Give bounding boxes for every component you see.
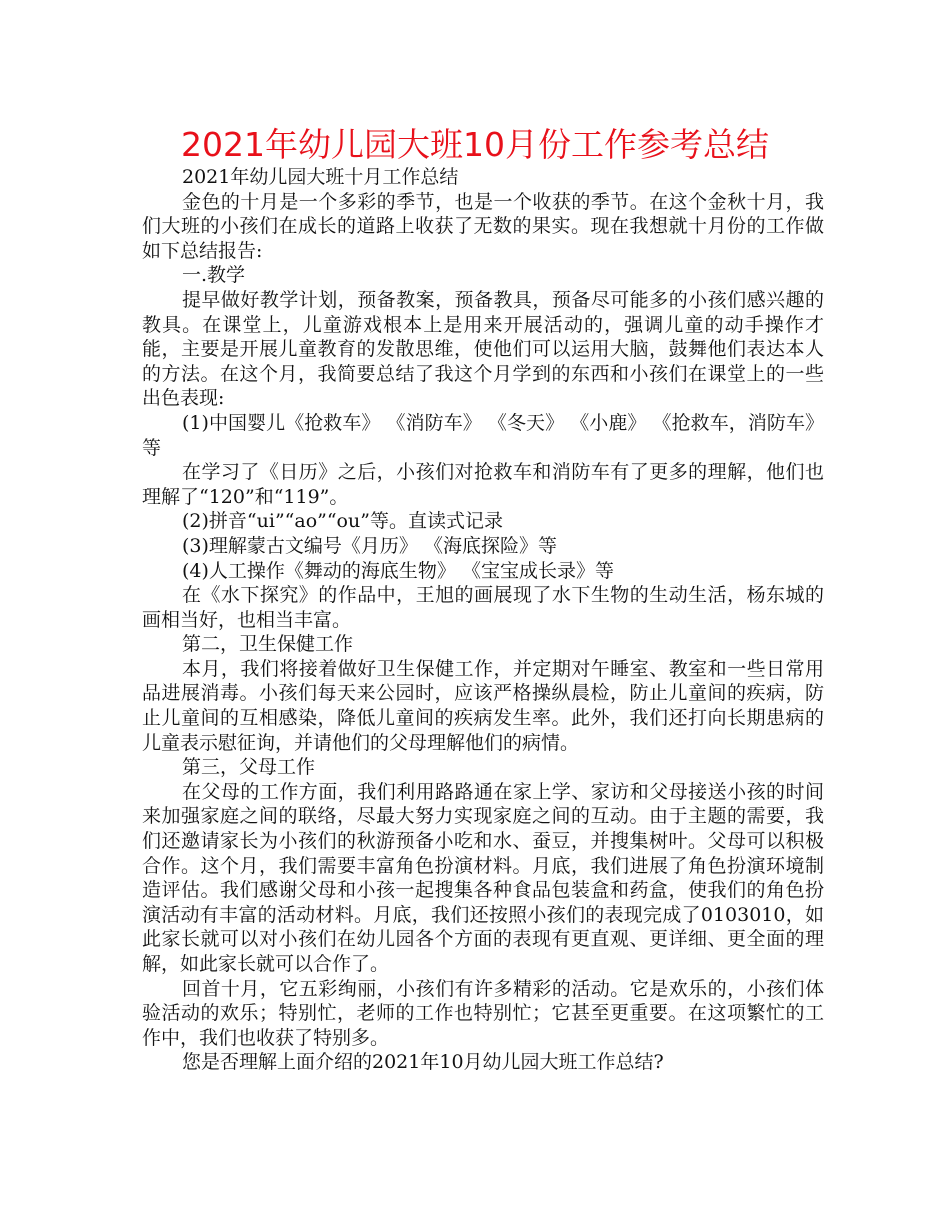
teaching-paragraph: 提早做好教学计划，预备教案，预备教具，预备尽可能多的小孩们感兴趣的教具。在课堂上，儿童游戏根本上是用来开展活动的，强调儿童的动手操作才能，主要是开展儿童教育的发散思维，使他们可以运用大脑，鼓舞他们表达本人的方法。在这个月，我简要总结了我这个月学到的东西和小孩们在课堂上的一些出色表现: [142, 288, 824, 410]
subtitle-paragraph: 2021年幼儿园大班十月工作总结 [182, 166, 459, 188]
document-body [142, 165, 824, 1075]
health-paragraph: 本月，我们将接着做好卫生保健工作，并定期对午睡室、教室和一些日常用品进展消毒。小孩们每天来公园时，应该严格操纵晨检，防止儿童间的疾病，防止儿童间的互相感染，降低儿童间的疾病发生率。此外，我们还打向长期患病的儿童表示慰征询，并请他们的父母理解他们的病情。 [142, 657, 824, 754]
intro-paragraph: 金色的十月是一个多彩的季节，也是一个收获的季节。在这个金秋十月，我们大班的小孩们在成长的道路上收获了无数的果实。现在我想就十月份的工作做如下总结报告: [142, 190, 824, 262]
document-title: 2021年幼儿园大班10月份工作参考总结 [181, 125, 769, 164]
artwork-paragraph: 在《水下探究》的作品中，王旭的画展现了水下生物的生动生活，杨东城的画相当好，也相当丰富。 [142, 584, 824, 631]
teaching-item-2: (2)拼音“ui”“ao”“ou”等。直读式记录 [182, 510, 503, 533]
teaching-item-3: (3)理解蒙古文编号《月历》 《海底探险》等 [182, 534, 557, 557]
teaching-item-4: (4)人工操作《舞动的海底生物》 《宝宝成长录》等 [182, 559, 614, 582]
teaching-item-1-note: 在学习了《日历》之后，小孩们对抢救车和消防车有了更多的理解，他们也理解了“120”和“119”。 [142, 461, 824, 508]
section-heading-health: 第二，卫生保健工作 [182, 633, 354, 656]
section-heading-parents: 第三，父母工作 [182, 756, 316, 779]
section-heading-teaching: 一.教学 [182, 264, 246, 287]
closing-question: 您是否理解上面介绍的2021年10月幼儿园大班工作总结? [182, 1051, 664, 1074]
teaching-item-1: (1)中国婴儿《抢救车》 《消防车》 《冬天》 《小鹿》 《抢救车，消防车》等 [142, 411, 824, 459]
parents-paragraph: 在父母的工作方面，我们利用路路通在家上学、家访和父母接送小孩的时间来加强家庭之间的联络，尽最大努力实现家庭之间的互动。由于主题的需要，我们还邀请家长为小孩们的秋游预备小吃和水、蚕豆，并搜集树叶。父母可以积极合作。这个月，我们需要丰富角色扮演材料。月底，我们进展了角色扮演环境制造评估。我们感谢父母和小孩一起搜集各种食品包装盒和药盒，使我们的角色扮演活动有丰富的活动材料。月底，我们还按照小孩们的表现完成了0103010，如此家长就可以对小孩们在幼儿园各个方面的表现有更直观、更详细、更全面的理解，如此家长就可以合作了。 [142, 780, 824, 975]
review-paragraph: 回首十月，它五彩绚丽，小孩们有许多精彩的活动。它是欢乐的，小孩们体验活动的欢乐；特别忙，老师的工作也特别忙；它甚至更重要。在这项繁忙的工作中，我们也收获了特别多。 [142, 977, 824, 1049]
